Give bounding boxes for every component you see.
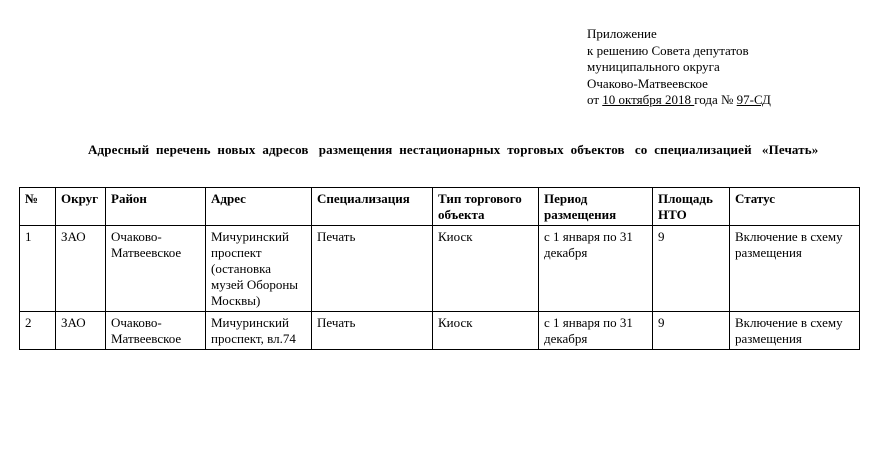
appendix-line-4: Очаково-Матвеевское xyxy=(587,75,708,91)
cell-period: с 1 января по 31 декабря xyxy=(539,226,653,312)
cell-area: 9 xyxy=(653,312,730,350)
table-row xyxy=(20,226,860,312)
cell-address: Мичуринский проспект (остановка музей Обороны Москвы) xyxy=(206,226,312,312)
header-num: № xyxy=(20,188,56,226)
appendix-mid: года № xyxy=(694,92,737,107)
appendix-block xyxy=(587,26,771,109)
cell-num: 2 xyxy=(20,312,56,350)
decision-date: 10 октября 2018 xyxy=(602,92,695,107)
cell-address: Мичуринский проспект, вл.74 xyxy=(206,312,312,350)
cell-okrug: ЗАО xyxy=(56,226,106,312)
appendix-line-3: муниципального округа xyxy=(587,59,720,74)
cell-rayon: Очаково-Матвеевское xyxy=(106,312,206,350)
appendix-line-5 xyxy=(587,92,771,109)
cell-okrug: ЗАО xyxy=(56,312,106,350)
header-okrug: Округ xyxy=(56,188,106,226)
document-title: Адресный перечень новых адресов размещения нестационарных торговых объектов со специализацией «Печать» xyxy=(88,142,819,157)
table-row xyxy=(20,312,860,350)
cell-object-type: Киоск xyxy=(433,226,539,312)
cell-num: 1 xyxy=(20,226,56,312)
appendix-line-2: к решению Совета депутатов xyxy=(587,42,749,58)
header-area: Площадь НТО xyxy=(653,188,730,226)
cell-specialization: Печать xyxy=(312,312,433,350)
cell-status: Включение в схему размещения xyxy=(730,226,860,312)
appendix-line-1: Приложение xyxy=(587,26,657,41)
table-header-row xyxy=(20,188,860,226)
address-table xyxy=(19,187,860,350)
cell-object-type: Киоск xyxy=(433,312,539,350)
cell-specialization: Печать xyxy=(312,226,433,312)
cell-period: с 1 января по 31 декабря xyxy=(539,312,653,350)
cell-area: 9 xyxy=(653,226,730,312)
header-address: Адрес xyxy=(206,188,312,226)
cell-status: Включение в схему размещения xyxy=(730,312,860,350)
header-status: Статус xyxy=(730,188,860,226)
header-rayon: Район xyxy=(106,188,206,226)
header-specialization: Специализация xyxy=(312,188,433,226)
header-object-type: Тип торгового объекта xyxy=(433,188,539,226)
cell-rayon: Очаково-Матвеевское xyxy=(106,226,206,312)
decision-number: 97-СД xyxy=(736,92,771,107)
appendix-prefix: от xyxy=(587,92,603,107)
header-period: Период размещения xyxy=(539,188,653,226)
